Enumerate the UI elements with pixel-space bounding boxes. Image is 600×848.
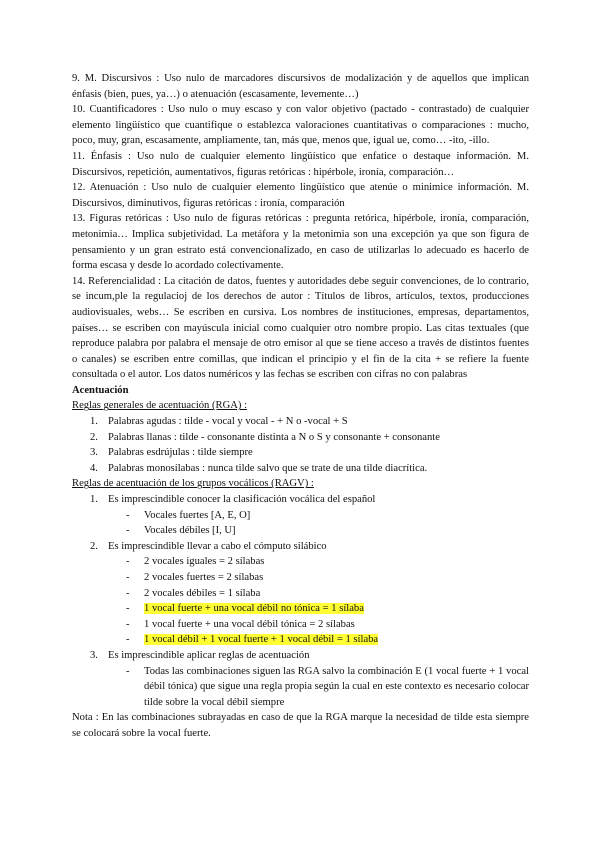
document-page xyxy=(72,71,529,742)
rga-item xyxy=(72,445,529,461)
paragraph-9: 9. M. Discursivos : Uso nulo de marcadores discursivos de modalización y de aquellos que implican énfasis (bien, pues, ya…) o atenuación (escasamente, levemente…) xyxy=(72,73,529,100)
paragraph-14: 14. Referencialidad : La citación de datos, fuentes y autoridades debe seguir convenciones, de lo contrario, se incum,ple la regulacioj de los derechos de autor : Títulos de libros, artículos, textos, producciones audiovisuales, webs… Se escriben en cursiva. Los nombres de instituciones, empresas, departamentos, países… se escriben con mayúscula inicial como cualquier otro nombre propio. Las citas textuales (que reproduce palabra por palabra el mensaje de otro emisor al que se tiene acceso a través de distintos fuentes o canales) se escriben entre comillas, que indican el principio y el fin de la cita + se refiere la fuente consultada o el autor. Los datos numéricos y las fechas se escriben con cifras no con palabras xyxy=(72,275,529,381)
ragv-subitem xyxy=(72,523,529,539)
ragv-heading: Reglas de acentuación de los grupos vocálicos (RAGV) : xyxy=(72,478,314,490)
rga-item-number: 4. xyxy=(90,462,98,474)
highlighted-text: 1 vocal fuerte + una vocal débil no tónica = 1 sílaba xyxy=(144,603,364,615)
paragraph-10: 10. Cuantificadores : Uso nulo o muy escaso y con valor objetivo (pactado - contrastado) de cualquier elemento lingüístico que cuantifique o establezca valoraciones cuantitativas o comparaciones : mucho, poco, muy, gran, escasamente, ampliamente, tan, más que, menos que, igual ue, como… -ito, -illo. xyxy=(72,104,529,147)
rga-item-number: 2. xyxy=(90,431,98,443)
dash-bullet-icon: - xyxy=(126,509,130,521)
ragv-subitem-text: Vocales fuertes [A, E, O] xyxy=(144,509,251,521)
ragv-subitem xyxy=(72,570,529,586)
ragv-subitem xyxy=(72,617,529,633)
rga-item xyxy=(72,430,529,446)
ragv-item-text: Es imprescindible llevar a cabo el cómputo silábico xyxy=(108,540,327,552)
rga-item-number: 3. xyxy=(90,447,98,459)
ragv-item-number: 1. xyxy=(90,494,98,506)
rga-item-text: Palabras esdrújulas : tilde siempre xyxy=(108,447,253,459)
ragv-list xyxy=(72,492,529,710)
ragv-item-number: 3. xyxy=(90,649,98,661)
rga-item-number: 1. xyxy=(90,416,98,428)
rga-list xyxy=(72,414,529,476)
ragv-subitem xyxy=(72,554,529,570)
ragv-subitem-highlighted xyxy=(72,601,529,617)
dash-bullet-icon: - xyxy=(126,665,130,677)
ragv-subitem-text: Todas las combinaciones siguen las RGA salvo la combinación E (1 vocal fuerte + 1 vocal débil tónica) que sigue una regla propia según la cual en este contexto es necesario colocar tilde sobre la vocal débil siempre xyxy=(144,665,529,708)
ragv-subitem-text: 1 vocal fuerte + una vocal débil tónica = 2 sílabas xyxy=(144,618,355,630)
ragv-item xyxy=(72,648,529,664)
ragv-item xyxy=(72,492,529,508)
dash-bullet-icon: - xyxy=(126,556,130,568)
paragraph-13: 13. Figuras retóricas : Uso nulo de figuras retóricas : pregunta retórica, hipérbole, ironía, comparación, metonimia… Implica subjetividad. La metáfora y la metonimia son una excepción ya que son figura de pensamiento y un gran estrato está convencionalizado, en caso de utilizarlas lo adecuado es hacerlo de forma escasa y desde lo acordado colectivamente. xyxy=(72,213,529,272)
rga-item-text: Palabras agudas : tilde - vocal y vocal - + N o -vocal + S xyxy=(108,416,348,428)
rga-item xyxy=(72,461,529,477)
ragv-subitem xyxy=(72,508,529,524)
ragv-item-text: Es imprescindible conocer la clasificación vocálica del español xyxy=(108,494,376,506)
note-paragraph: Nota : En las combinaciones subrayadas en caso de que la RGA marque la necesidad de tilde esta siempre se colocará sobre la vocal fuerte. xyxy=(72,712,529,739)
rga-item-text: Palabras llanas : tilde - consonante distinta a N o S y consonante + consonante xyxy=(108,431,440,443)
dash-bullet-icon: - xyxy=(126,587,130,599)
dash-bullet-icon: - xyxy=(126,618,130,630)
ragv-subitem-text: 2 vocales débiles = 1 sílaba xyxy=(144,587,261,599)
ragv-subitem-highlighted xyxy=(72,632,529,648)
paragraph-12: 12. Atenuación : Uso nulo de cualquier elemento lingüístico que atenúe o minimice información. M. Discursivos, diminutivos, figuras retóricas : ironía, comparación xyxy=(72,182,529,209)
highlighted-text: 1 vocal débil + 1 vocal fuerte + 1 vocal débil = 1 sílaba xyxy=(144,634,379,646)
ragv-subitem xyxy=(72,586,529,602)
ragv-item xyxy=(72,539,529,555)
ragv-subitem-text: 2 vocales iguales = 2 sílabas xyxy=(144,556,265,568)
section-title: Acentuación xyxy=(72,384,129,396)
dash-bullet-icon: - xyxy=(126,572,130,583)
dash-bullet-icon: - xyxy=(126,603,130,615)
rga-item-text: Palabras monosílabas : nunca tilde salvo que se trate de una tilde diacrítica. xyxy=(108,462,428,474)
ragv-item-text: Es imprescindible aplicar reglas de acentuación xyxy=(108,649,310,661)
dash-bullet-icon: - xyxy=(126,634,130,646)
ragv-subitem xyxy=(72,664,529,711)
rga-heading: Reglas generales de acentuación (RGA) : xyxy=(72,400,248,412)
ragv-item-number: 2. xyxy=(90,540,98,552)
ragv-subitem-text: 2 vocales fuertes = 2 sílabas xyxy=(144,572,264,583)
dash-bullet-icon: - xyxy=(126,525,130,537)
ragv-subitem-text: Vocales débiles [I, U] xyxy=(144,525,236,537)
rga-item xyxy=(72,414,529,430)
paragraph-11: 11. Énfasis : Uso nulo de cualquier elemento lingüístico que enfatice o destaque información. M. Discursivos, repetición, aumentativos, figuras retóricas : hipérbole, ironía, comparación… xyxy=(72,150,529,178)
